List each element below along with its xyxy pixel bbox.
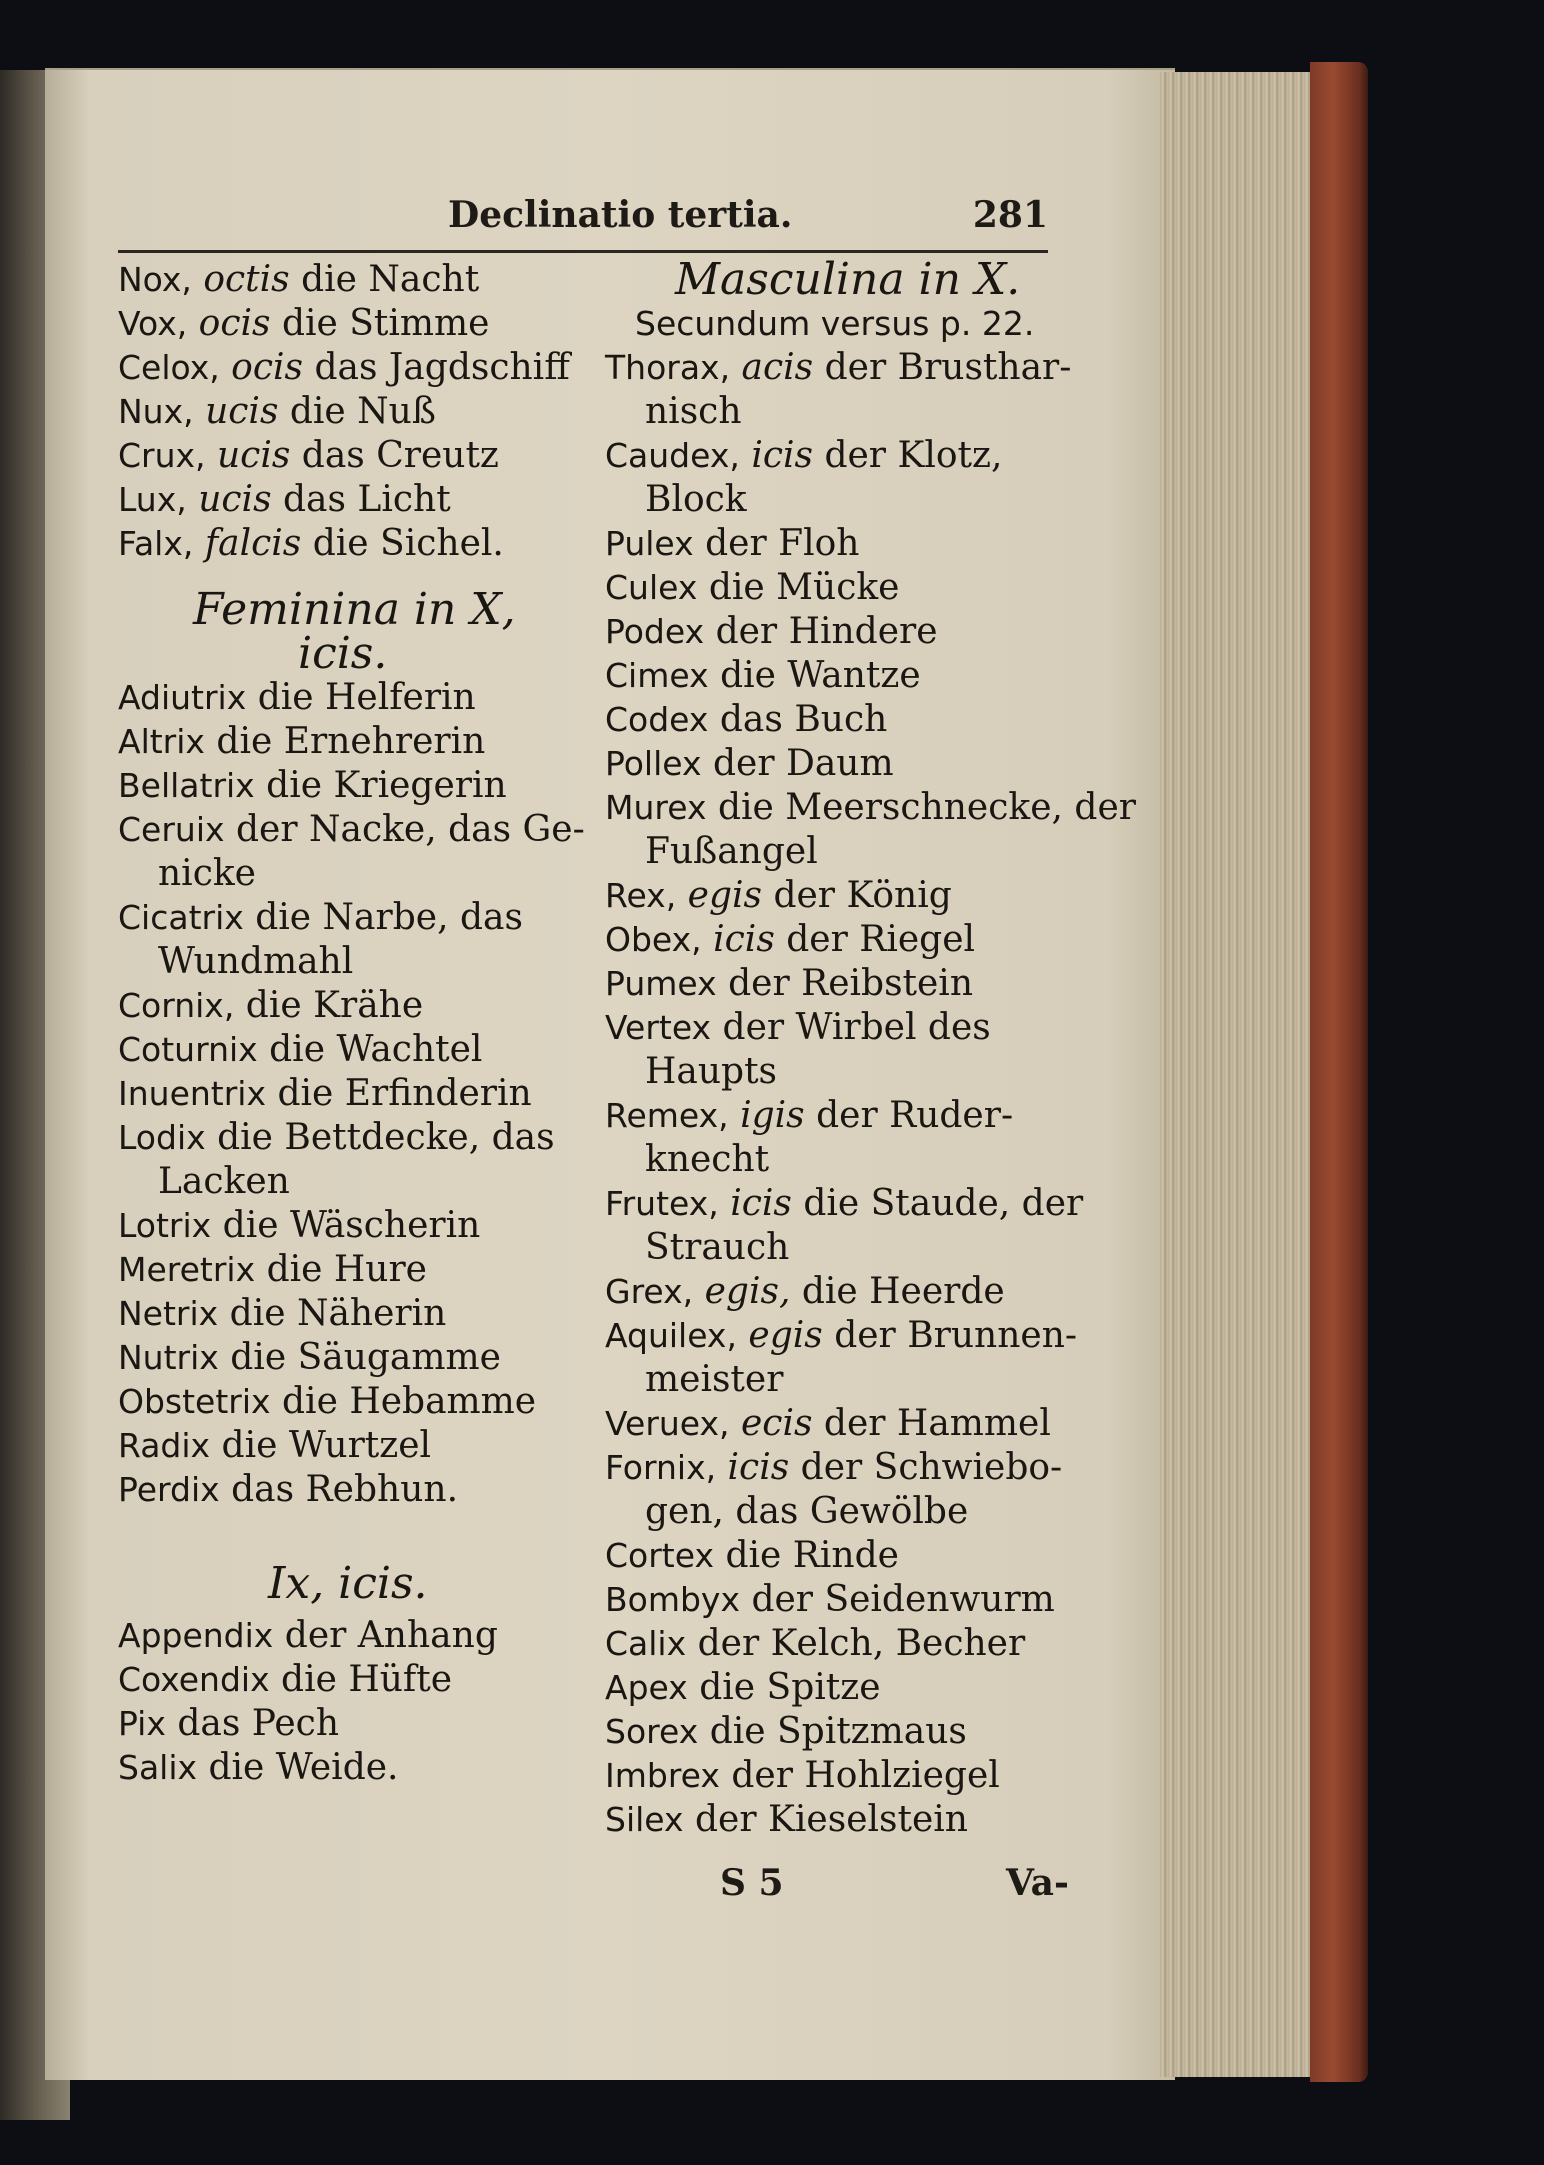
dictionary-entry: [118, 390, 598, 434]
german-translation: der Kelch, Becher: [697, 1623, 1026, 1664]
german-translation: die Hebamme: [282, 1381, 537, 1422]
dictionary-entry: [605, 1754, 1065, 1798]
genitive-ending: octis: [203, 259, 290, 300]
latin-term: Coxendix: [118, 1660, 270, 1699]
dictionary-entry: [118, 1116, 598, 1160]
german-translation: der Kieselstein: [695, 1799, 968, 1840]
genitive-ending: egis,: [704, 1271, 791, 1312]
catchword: Va-: [1006, 1862, 1069, 1904]
translation-continuation: gen, das Gewölbe: [645, 1491, 969, 1532]
latin-term: Adiutrix: [118, 678, 247, 717]
latin-term: Pumex: [605, 964, 717, 1003]
latin-term: Pollex: [605, 744, 702, 783]
latin-term: Apex: [605, 1668, 688, 1707]
german-translation: die Wachtel: [269, 1029, 483, 1070]
latin-term: Remex,: [605, 1096, 729, 1135]
german-translation: die Meerschnecke, der: [717, 787, 1136, 828]
dictionary-entry: [118, 1614, 598, 1658]
german-translation: der Floh: [705, 523, 860, 564]
german-translation: die Nacht: [301, 259, 480, 300]
german-translation: die Rinde: [725, 1535, 899, 1576]
latin-term: Codex: [605, 700, 709, 739]
dictionary-entry: [118, 1746, 598, 1790]
genitive-ending: ucis: [205, 391, 279, 432]
german-translation: der Schwiebo-: [800, 1447, 1063, 1488]
german-translation: die Staude, der: [803, 1183, 1084, 1224]
right-column: [605, 254, 1136, 1842]
translation-continuation: Lacken: [158, 1161, 290, 1202]
dictionary-entry: [605, 1578, 1065, 1622]
german-translation: die Heerde: [801, 1271, 1005, 1312]
german-translation: das Rebhun.: [231, 1469, 459, 1510]
german-translation: die Helferin: [257, 677, 476, 718]
german-translation: die Hure: [266, 1249, 427, 1290]
dictionary-entry: [605, 1006, 1065, 1050]
latin-term: Sorex: [605, 1712, 699, 1751]
dictionary-entry: [118, 1028, 598, 1072]
dictionary-entry: [605, 1182, 1084, 1226]
latin-term: Cicatrix: [118, 898, 244, 937]
german-translation: das Creutz: [301, 435, 499, 476]
translation-continuation: Fußangel: [645, 831, 818, 872]
dictionary-entry: [605, 1710, 1065, 1754]
latin-term: Obstetrix: [118, 1382, 271, 1421]
dictionary-entry: [118, 1468, 598, 1512]
genitive-ending: acis: [741, 347, 814, 388]
dictionary-entry: [605, 610, 1065, 654]
latin-term: Obex,: [605, 920, 702, 959]
dictionary-entry: [118, 1658, 598, 1702]
genitive-ending: igis: [740, 1095, 805, 1136]
latin-term: Netrix: [118, 1294, 219, 1333]
german-translation: die Wurtzel: [221, 1425, 432, 1466]
german-translation: die Stimme: [281, 303, 490, 344]
masculina-heading: Masculina in X.: [675, 254, 1021, 305]
dictionary-entry: [118, 1292, 598, 1336]
latin-term: Falx,: [118, 524, 194, 563]
dictionary-entry: [118, 1072, 598, 1116]
latin-term: Meretrix: [118, 1250, 256, 1289]
german-translation: die Sichel.: [312, 523, 504, 564]
dictionary-entry: [605, 1798, 1065, 1842]
latin-term: Vertex: [605, 1008, 712, 1047]
latin-term: Lodix: [118, 1118, 206, 1157]
dictionary-entry: [605, 918, 1065, 962]
dictionary-entry: [118, 1248, 598, 1292]
ix-heading: Ix, icis.: [268, 1558, 428, 1609]
german-translation: die Wäscherin: [222, 1205, 481, 1246]
page-header: [118, 190, 1048, 253]
genitive-ending: ecis: [741, 1403, 813, 1444]
translation-continuation: nicke: [158, 853, 256, 894]
german-translation: die Bettdecke, das: [217, 1117, 555, 1158]
german-translation: der König: [773, 875, 952, 916]
latin-term: Pulex: [605, 524, 694, 563]
latin-term: Murex: [605, 788, 707, 827]
latin-term: Aquilex,: [605, 1316, 737, 1355]
latin-term: Altrix: [118, 722, 205, 761]
german-translation: der Nacke, das Ge-: [235, 809, 585, 850]
dictionary-entry: [118, 720, 598, 764]
german-translation: die Narbe, das: [255, 897, 523, 938]
german-translation: das Pech: [177, 1703, 340, 1744]
latin-term: Nux,: [118, 392, 194, 431]
german-translation: der Wirbel des: [722, 1007, 991, 1048]
latin-term: Nutrix: [118, 1338, 219, 1377]
latin-term: Bellatrix: [118, 766, 255, 805]
dictionary-entry: [118, 1702, 598, 1746]
latin-term: Frutex,: [605, 1184, 719, 1223]
german-translation: die Kriegerin: [266, 765, 507, 806]
german-translation: der Daum: [712, 743, 894, 784]
latin-term: Nox,: [118, 260, 192, 299]
genitive-ending: ocis: [231, 347, 303, 388]
dictionary-entry: [605, 742, 1065, 786]
latin-term: Calix: [605, 1624, 687, 1663]
german-translation: der Hammel: [823, 1403, 1051, 1444]
dictionary-entry: [118, 896, 598, 940]
latin-term: Rex,: [605, 876, 677, 915]
dictionary-entry: [605, 434, 1065, 478]
dictionary-entry: [118, 808, 598, 852]
page-number: 281: [972, 194, 1048, 236]
genitive-ending: icis: [713, 919, 775, 960]
feminina-heading: Feminina in X,: [193, 584, 516, 635]
genitive-ending: icis: [727, 1447, 790, 1488]
translation-continuation: nisch: [645, 391, 742, 432]
genitive-ending: egis: [687, 875, 762, 916]
latin-term: Imbrex: [605, 1756, 720, 1795]
latin-term: Perdix: [118, 1470, 220, 1509]
dictionary-entry: [118, 1424, 598, 1468]
genitive-ending: falcis: [204, 523, 302, 564]
dictionary-entry: [605, 962, 1065, 1006]
dictionary-entry: [605, 698, 1065, 742]
dictionary-entry: [605, 1402, 1065, 1446]
latin-term: Lotrix: [118, 1206, 212, 1245]
dictionary-entry: [605, 346, 1072, 390]
german-translation: die Hüfte: [281, 1659, 453, 1700]
genitive-ending: ocis: [198, 303, 271, 344]
latin-term: Fornix,: [605, 1448, 717, 1487]
german-translation: das Jagdschiff: [314, 347, 570, 388]
translation-continuation: Haupts: [645, 1051, 778, 1092]
dictionary-entry: [118, 984, 598, 1028]
german-translation: die Mücke: [708, 567, 900, 608]
german-translation: die Spitze: [699, 1667, 881, 1708]
dictionary-entry: [605, 1622, 1065, 1666]
dictionary-entry: [605, 874, 1065, 918]
german-translation: der Klotz,: [824, 435, 1003, 476]
genitive-ending: egis: [748, 1315, 823, 1356]
latin-term: Coturnix: [118, 1030, 258, 1069]
dictionary-entry: [605, 786, 1136, 830]
german-translation: das Buch: [719, 699, 888, 740]
german-translation: der Hindere: [715, 611, 938, 652]
latin-term: Pix: [118, 1704, 166, 1743]
dictionary-entry: [605, 1446, 1065, 1490]
german-translation: die Nuß: [289, 391, 436, 432]
genitive-ending: ucis: [198, 479, 272, 520]
german-translation: die Näherin: [229, 1293, 447, 1334]
latin-term: Crux,: [118, 436, 206, 475]
german-translation: der Ruder-: [816, 1095, 1014, 1136]
german-translation: der Brunnen-: [834, 1315, 1078, 1356]
translation-continuation: Block: [645, 479, 747, 520]
running-title: Declinatio tertia.: [448, 194, 793, 236]
translation-continuation: Strauch: [645, 1227, 790, 1268]
dictionary-entry: [118, 434, 598, 478]
dictionary-entry: [605, 566, 1065, 610]
german-translation: der Reibstein: [728, 963, 974, 1004]
dictionary-entry: [118, 1380, 598, 1424]
german-translation: der Hohlziegel: [731, 1755, 1000, 1796]
feminina-heading-ending: icis.: [298, 628, 388, 679]
translation-continuation: Wundmahl: [158, 941, 354, 982]
latin-term: Bombyx: [605, 1580, 740, 1619]
genitive-ending: icis: [730, 1183, 792, 1224]
masculina-subheading: Secundum versus p. 22.: [635, 304, 1035, 343]
latin-term: Salix: [118, 1748, 198, 1787]
latin-term: Celox,: [118, 348, 220, 387]
signature-mark: S 5: [720, 1862, 784, 1904]
german-translation: die Erfinderin: [277, 1073, 532, 1114]
latin-term: Lux,: [118, 480, 187, 519]
leather-binding: [1310, 62, 1368, 2082]
german-translation: die Weide.: [208, 1747, 399, 1788]
dictionary-entry: [118, 258, 598, 302]
dictionary-entry: [118, 764, 598, 808]
latin-term: Culex: [605, 568, 698, 607]
latin-term: Thorax,: [605, 348, 731, 387]
dictionary-entry: [605, 1314, 1078, 1358]
dictionary-entry: [118, 676, 598, 720]
latin-term: Cortex: [605, 1536, 714, 1575]
latin-term: Grex,: [605, 1272, 694, 1311]
latin-term: Cornix,: [118, 986, 235, 1025]
dictionary-entry: [118, 522, 598, 566]
latin-term: Podex: [605, 612, 705, 651]
german-translation: der Riegel: [786, 919, 976, 960]
german-translation: die Wantze: [720, 655, 921, 696]
german-translation: die Ernehrerin: [216, 721, 486, 762]
latin-term: Appendix: [118, 1616, 274, 1655]
dictionary-entry: [605, 1270, 1065, 1314]
latin-term: Veruex,: [605, 1404, 730, 1443]
latin-term: Inuentrix: [118, 1074, 266, 1113]
german-translation: die Spitzmaus: [709, 1711, 967, 1752]
page-fore-edge: [1160, 72, 1315, 2077]
german-translation: der Anhang: [284, 1615, 498, 1656]
dictionary-entry: [605, 1094, 1065, 1138]
latin-term: Cimex: [605, 656, 709, 695]
dictionary-entry: [605, 522, 1065, 566]
german-translation: der Brusthar-: [824, 347, 1072, 388]
german-translation: die Krähe: [245, 985, 424, 1026]
latin-term: Caudex,: [605, 436, 740, 475]
dictionary-entry: [118, 346, 598, 390]
latin-term: Silex: [605, 1800, 684, 1839]
left-column: [118, 258, 598, 1790]
translation-continuation: meister: [645, 1359, 784, 1400]
german-translation: der Seidenwurm: [751, 1579, 1055, 1620]
genitive-ending: ucis: [217, 435, 291, 476]
german-translation: die Säugamme: [230, 1337, 501, 1378]
genitive-ending: icis: [751, 435, 813, 476]
dictionary-entry: [605, 1534, 1065, 1578]
dictionary-entry: [118, 302, 598, 346]
german-translation: das Licht: [283, 479, 451, 520]
latin-term: Radix: [118, 1426, 211, 1465]
dictionary-entry: [605, 654, 1065, 698]
dictionary-entry: [118, 1204, 598, 1248]
latin-term: Vox,: [118, 304, 188, 343]
dictionary-entry: [118, 1336, 598, 1380]
translation-continuation: knecht: [645, 1139, 770, 1180]
dictionary-entry: [605, 1666, 1065, 1710]
latin-term: Ceruix: [118, 810, 225, 849]
dictionary-entry: [118, 478, 598, 522]
